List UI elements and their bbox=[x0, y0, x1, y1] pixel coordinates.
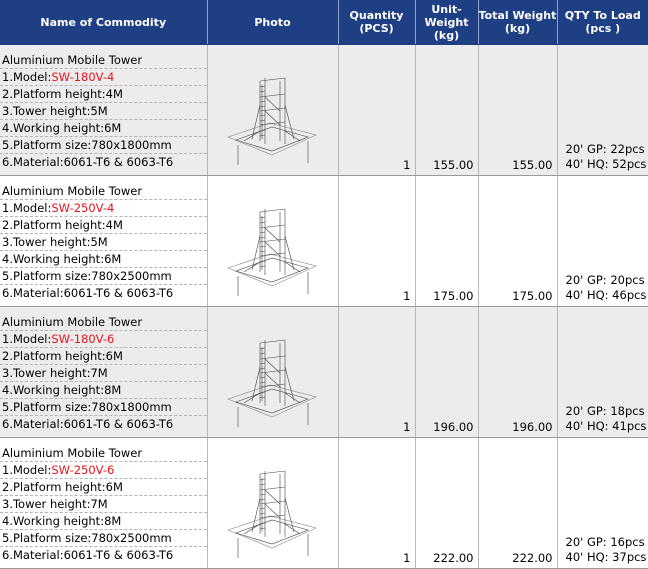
quantity-cell bbox=[338, 45, 415, 176]
product-platform-size: 5.Platform size:780x1800mm bbox=[0, 399, 207, 416]
unit-weight-cell bbox=[415, 307, 478, 438]
header-row bbox=[0, 0, 648, 45]
header-unit-weight-line3: (kg) bbox=[433, 28, 460, 42]
qty-to-load-cell bbox=[557, 176, 648, 307]
product-platform-size: 5.Platform size:780x2500mm bbox=[0, 268, 207, 285]
unit-weight-cell bbox=[415, 176, 478, 307]
photo-cell bbox=[207, 438, 338, 569]
quantity-cell bbox=[338, 438, 415, 569]
load-40hq: 40' HQ: 46pcs bbox=[565, 288, 647, 302]
product-row bbox=[0, 307, 648, 438]
model-value: SW-250V-4 bbox=[51, 201, 115, 215]
quantity-value: 1 bbox=[403, 289, 411, 303]
photo-cell bbox=[207, 307, 338, 438]
header-commodity bbox=[0, 0, 207, 45]
header-unit-weight bbox=[415, 0, 478, 45]
product-platform-height: 2.Platform height:6M bbox=[0, 348, 207, 365]
header-total-weight-line1: Total Weight bbox=[478, 9, 557, 22]
product-platform-height: 2.Platform height:6M bbox=[0, 479, 207, 496]
product-row bbox=[0, 45, 648, 176]
load-20gp: 20' GP: 16pcs bbox=[565, 535, 645, 549]
model-label: 1.Model: bbox=[2, 70, 52, 84]
product-platform-size: 5.Platform size:780x1800mm bbox=[0, 137, 207, 154]
model-label: 1.Model: bbox=[2, 332, 52, 346]
load-20gp: 20' GP: 22pcs bbox=[565, 142, 645, 156]
product-working-height: 4.Working height:8M bbox=[0, 382, 207, 399]
header-commodity-label: Name of Commodity bbox=[40, 15, 167, 29]
product-material: 6.Material:6061-T6 & 6063-T6 bbox=[2, 286, 174, 300]
product-platform-size: 5.Platform size:780x2500mm bbox=[0, 530, 207, 547]
unit-weight-value: 222.00 bbox=[433, 551, 474, 565]
total-weight-value: 196.00 bbox=[512, 420, 553, 434]
mobile-tower-drawing bbox=[208, 176, 338, 306]
total-weight-value: 155.00 bbox=[512, 158, 553, 172]
product-material: 6.Material:6061-T6 & 6063-T6 bbox=[2, 417, 174, 431]
photo-cell bbox=[207, 176, 338, 307]
header-qty-to-load bbox=[557, 0, 648, 45]
product-platform-height: 2.Platform height:4M bbox=[0, 217, 207, 234]
qty-to-load-cell bbox=[557, 45, 648, 176]
model-value: SW-180V-6 bbox=[51, 332, 115, 346]
qty-to-load-cell bbox=[557, 307, 648, 438]
total-weight-cell bbox=[478, 438, 557, 569]
header-photo bbox=[207, 0, 338, 45]
product-working-height: 4.Working height:8M bbox=[0, 513, 207, 530]
product-row bbox=[0, 438, 648, 569]
photo-cell bbox=[207, 45, 338, 176]
total-weight-cell bbox=[478, 45, 557, 176]
product-title: Aluminium Mobile Tower bbox=[0, 314, 207, 331]
commodity-cell bbox=[0, 307, 207, 438]
load-40hq: 40' HQ: 41pcs bbox=[565, 419, 647, 433]
total-weight-cell bbox=[478, 307, 557, 438]
total-weight-value: 222.00 bbox=[512, 551, 553, 565]
load-40hq: 40' HQ: 37pcs bbox=[565, 550, 647, 564]
header-total-weight bbox=[478, 0, 557, 45]
product-tower-height: 3.Tower height:5M bbox=[0, 103, 207, 120]
mobile-tower-drawing bbox=[208, 307, 338, 437]
load-20gp: 20' GP: 20pcs bbox=[565, 273, 645, 287]
commodity-cell bbox=[0, 438, 207, 569]
total-weight-cell bbox=[478, 176, 557, 307]
qty-to-load-cell bbox=[557, 438, 648, 569]
model-label: 1.Model: bbox=[2, 463, 52, 477]
header-qty-to-load-line1: QTY To Load bbox=[564, 9, 641, 22]
product-working-height: 4.Working height:6M bbox=[0, 120, 207, 137]
product-model bbox=[0, 200, 207, 217]
commodity-cell bbox=[0, 176, 207, 307]
header-unit-weight-line1: Unit- bbox=[431, 2, 462, 16]
product-title: Aluminium Mobile Tower bbox=[0, 445, 207, 462]
product-tower-height: 3.Tower height:7M bbox=[0, 365, 207, 382]
product-model bbox=[0, 331, 207, 348]
unit-weight-cell bbox=[415, 45, 478, 176]
product-title: Aluminium Mobile Tower bbox=[0, 52, 207, 69]
model-value: SW-250V-6 bbox=[51, 463, 115, 477]
product-tower-height: 3.Tower height:5M bbox=[0, 234, 207, 251]
model-value: SW-180V-4 bbox=[51, 70, 115, 84]
product-working-height: 4.Working height:6M bbox=[0, 251, 207, 268]
load-40hq: 40' HQ: 52pcs bbox=[565, 157, 647, 171]
product-material: 6.Material:6061-T6 & 6063-T6 bbox=[2, 155, 174, 169]
header-quantity bbox=[338, 0, 415, 45]
header-photo-label: Photo bbox=[254, 15, 291, 29]
product-model bbox=[0, 462, 207, 479]
product-title: Aluminium Mobile Tower bbox=[0, 183, 207, 200]
quantity-value: 1 bbox=[403, 420, 411, 434]
unit-weight-value: 155.00 bbox=[433, 158, 474, 172]
mobile-tower-drawing bbox=[208, 45, 338, 175]
header-total-weight-line2: (kg) bbox=[504, 22, 531, 35]
product-material: 6.Material:6061-T6 & 6063-T6 bbox=[2, 548, 174, 562]
unit-weight-value: 196.00 bbox=[433, 420, 474, 434]
total-weight-value: 175.00 bbox=[512, 289, 553, 303]
product-tower-height: 3.Tower height:7M bbox=[0, 496, 207, 513]
product-model bbox=[0, 69, 207, 86]
product-row bbox=[0, 176, 648, 307]
product-platform-height: 2.Platform height:4M bbox=[0, 86, 207, 103]
quantity-cell bbox=[338, 307, 415, 438]
quantity-value: 1 bbox=[403, 158, 411, 172]
header-qty-to-load-line2: (pcs ) bbox=[585, 22, 621, 35]
header-unit-weight-line2: Weight bbox=[424, 15, 469, 29]
load-20gp: 20' GP: 18pcs bbox=[565, 404, 645, 418]
header-quantity-line1: Quantity bbox=[349, 9, 404, 22]
mobile-tower-drawing bbox=[208, 438, 338, 568]
quantity-value: 1 bbox=[403, 551, 411, 565]
header-quantity-line2: (PCS) bbox=[359, 22, 394, 35]
quantity-cell bbox=[338, 176, 415, 307]
unit-weight-cell bbox=[415, 438, 478, 569]
commodity-cell bbox=[0, 45, 207, 176]
model-label: 1.Model: bbox=[2, 201, 52, 215]
unit-weight-value: 175.00 bbox=[433, 289, 474, 303]
